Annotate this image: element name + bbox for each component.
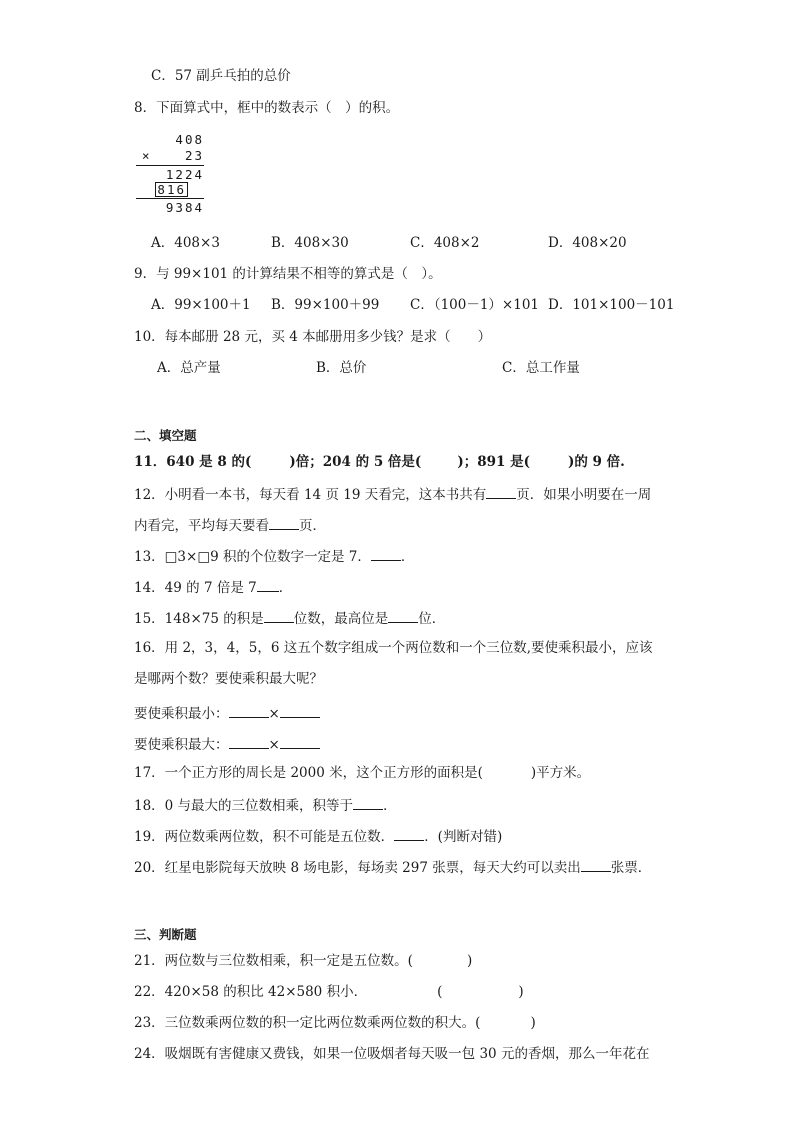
q19-a: 19．两位数乘两位数，积不可能是五位数． — [134, 829, 395, 845]
q8-option-d: D．408×20 — [548, 235, 627, 251]
q11-part4: )的 9 倍. — [567, 454, 625, 470]
q15-b: 位数，最高位是 — [293, 611, 389, 627]
q16-line1: 16．用 2，3，4，5，6 这五个数字组成一个两位数和一个三位数,要使乘积最小，应该 — [134, 640, 653, 656]
q14-text — [134, 577, 292, 597]
q19-b: ．(判断对错) — [424, 829, 503, 845]
q8-option-c: C．408×2 — [410, 235, 480, 251]
q16-min-label: 要使乘积最小： — [134, 706, 229, 722]
q11-part1: 11．640 是 8 的( — [134, 454, 252, 470]
q8-text: 8．下面算式中，框中的数表示（ ）的积。 — [134, 100, 400, 116]
section-fill-in-title: 二、填空题 — [134, 428, 197, 443]
q23-b: ) — [530, 1015, 536, 1031]
q19-text — [134, 826, 502, 846]
q17-a: 17．一个正方形的周长是 2000 米，这个正方形的面积是( — [134, 765, 483, 781]
q11-text — [134, 453, 625, 471]
q21-b: ) — [466, 953, 473, 969]
q21-text — [134, 952, 472, 970]
q16-min-blank1 — [229, 703, 269, 718]
q16-max-blank2 — [280, 734, 320, 749]
mult-bottom: 23 — [184, 148, 204, 163]
q20-blank — [581, 857, 611, 872]
q16-line2: 是哪两个数？要使乘积最大呢？ — [134, 671, 323, 687]
q14-blank — [257, 577, 279, 592]
q22-a: 22．420×58 的积比 42×580 积小． — [134, 984, 368, 1000]
q15-a: 15．148×75 的积是 — [134, 611, 264, 627]
q20-b: 张票． — [610, 860, 652, 876]
q11-part3: )；891 是( — [457, 454, 530, 470]
mult-partial2 — [155, 182, 188, 197]
q10-option-b: B．总价 — [316, 360, 367, 376]
q22-text — [134, 983, 524, 1001]
q15-blank2 — [388, 608, 418, 623]
q16-min-row — [134, 703, 320, 723]
q18-blank — [353, 795, 383, 810]
q15-c: 位． — [418, 611, 446, 627]
q10-option-c: C．总工作量 — [502, 360, 580, 376]
q13-a: 13．□3×□9 积的个位数字一定是 7． — [134, 549, 371, 565]
mult-times-sign: × — [142, 148, 152, 163]
q11-part2: )倍；204 的 5 倍是( — [289, 454, 422, 470]
q15-text — [134, 608, 445, 628]
q19-blank — [394, 826, 424, 841]
q12-line1 — [134, 484, 651, 504]
q15-blank1 — [264, 608, 294, 623]
q9-option-c: C．（100－1）×101 — [410, 297, 540, 313]
mult-partial2-box: 816 — [157, 182, 186, 197]
q10-option-a: A．总产量 — [157, 360, 221, 376]
mult-rule-2 — [136, 198, 204, 199]
mult-top: 408 — [175, 132, 204, 147]
q18-a: 18．0 与最大的三位数相乘，积等于 — [134, 798, 354, 814]
q17-b: )平方米。 — [530, 765, 591, 781]
q12-line2-a: 内看完，平均每天要看 — [134, 518, 269, 534]
q22-c: ) — [518, 984, 524, 1000]
q22-b: ( — [437, 984, 443, 1000]
q14-b: ． — [278, 580, 293, 596]
section-judgement-title: 三、判断题 — [134, 927, 197, 942]
q20-a: 20．红星电影院每天放映 8 场电影，每场卖 297 张票，每天大约可以卖出 — [134, 860, 581, 876]
q8-option-b: B．408×30 — [271, 235, 349, 251]
q18-text — [134, 795, 397, 815]
q12-line2-b: 页． — [299, 518, 326, 534]
q10-text: 10．每本邮册 28 元，买 4 本邮册用多少钱？是求（ ） — [134, 329, 492, 345]
mult-rule-1 — [136, 165, 204, 166]
q23-a: 23．三位数乘两位数的积一定比两位数乘两位数的积大。( — [134, 1015, 481, 1031]
q13-b: ． — [400, 549, 415, 565]
q12-blank1 — [486, 484, 516, 499]
q23-text — [134, 1014, 536, 1032]
q9-option-a: A．99×100＋1 — [151, 297, 251, 313]
q20-text — [134, 857, 651, 877]
q13-text — [134, 546, 414, 566]
q21-a: 21．两位数与三位数相乘，积一定是五位数。( — [134, 953, 413, 969]
q17-text — [134, 764, 590, 782]
q8-option-a: A．408×3 — [151, 235, 220, 251]
q9-option-d: D．101×100－101 — [548, 297, 675, 313]
q8-multiplication — [136, 130, 216, 216]
q18-b: ． — [383, 798, 397, 814]
q16-max-row — [134, 734, 320, 754]
q16-min-blank2 — [280, 703, 320, 718]
q9-option-b: B．99×100＋99 — [271, 297, 380, 313]
q24-text: 24．吸烟既有害健康又费钱，如果一位吸烟者每天吸一包 30 元的香烟，那么一年花在 — [134, 1046, 650, 1062]
q16-max-times: × — [268, 737, 280, 753]
mult-partial1: 1224 — [165, 167, 204, 182]
q12-line1-a: 12．小明看一本书，每天看 14 页 19 天看完，这本书共有 — [134, 487, 487, 503]
q16-min-times: × — [268, 706, 280, 722]
q7-option-c: C．57 副乒乓拍的总价 — [151, 68, 291, 84]
q14-a: 14．49 的 7 倍是 7 — [134, 580, 257, 596]
q9-text: 9．与 99×101 的计算结果不相等的算式是（ ）。 — [134, 266, 442, 282]
q16-max-label: 要使乘积最大： — [134, 737, 229, 753]
q12-line2 — [134, 515, 326, 535]
q12-line1-b: 页．如果小明要在一周 — [516, 487, 652, 503]
q13-blank — [371, 546, 401, 561]
q12-blank2 — [269, 515, 299, 530]
q16-max-blank1 — [229, 734, 269, 749]
mult-result: 9384 — [165, 200, 204, 215]
